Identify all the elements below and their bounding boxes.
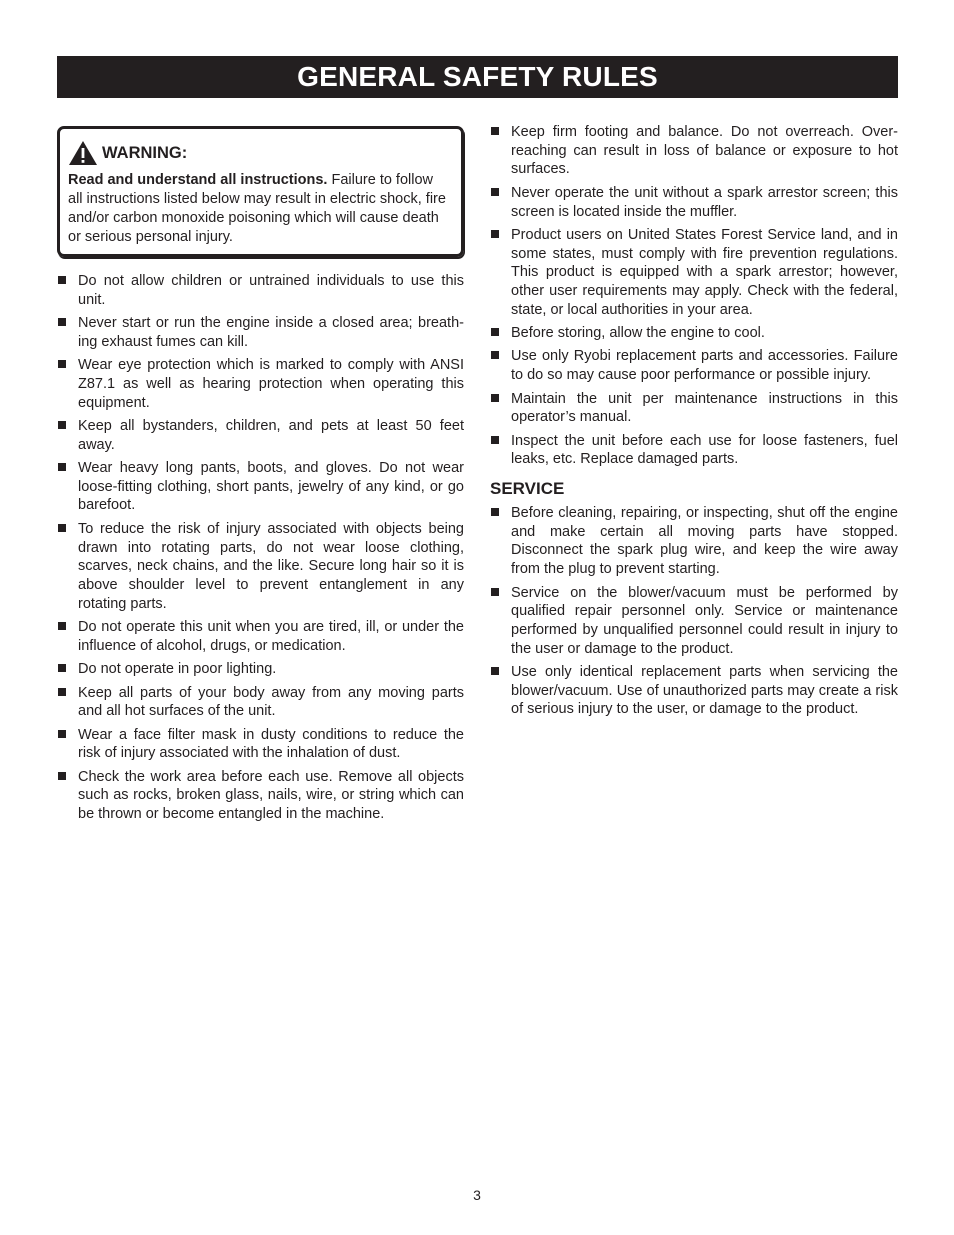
bullet-square-icon [58,421,66,429]
bullet-square-icon [58,664,66,672]
list-item: Never start or run the engine inside a closed area; breathing exhaust fumes can kill. [57,314,464,351]
warning-body: Failure to follow all instructions listed below may result in electric shock, fire and/or carbon monoxide poisoning which will cause death or serious personal injury. [68,172,446,245]
bullet-square-icon [491,508,499,516]
list-item: Never operate the unit without a spark arrestor screen; this screen is located inside the muffler. [490,184,898,221]
list-item: Inspect the unit before each use for loose fasteners, fuel leaks, etc. Replace damaged parts. [490,432,898,469]
list-item: Product users on United States Forest Service land, and in some states, must comply with fire prevention regulations. This product is equipped with a spark arrestor; however, other user requirements may apply. Check with the federal, state, or local authorities in your area. [490,226,898,320]
list-item: Keep all parts of your body away from any moving parts and all hot surfaces of the unit. [57,684,464,721]
service-heading: SERVICE [490,479,565,499]
list-item: Do not allow children or untrained individuals to use this unit. [57,272,464,309]
bullet-square-icon [491,230,499,238]
bullet-square-icon [58,772,66,780]
warning-heading [68,140,451,166]
list-item: Service on the blower/vacuum must be performed by qualified repair personnel only. Service or maintenance performed by unqualified personnel could result in injury to the user or damage to the product. [490,584,898,659]
service-rules-list [490,504,898,719]
warning-lead: Read and understand all instructions. [68,172,328,188]
page-number: 3 [473,1187,481,1203]
list-item: Use only Ryobi replacement parts and accessories. Failure to do so may cause poor performance or possible injury. [490,347,898,384]
bullet-square-icon [491,328,499,336]
bullet-square-icon [491,588,499,596]
warning-box [57,126,464,257]
list-item: Wear heavy long pants, boots, and gloves. Do not wear loose-fitting clothing, short pants, jewelry of any kind, or go barefoot. [57,459,464,515]
bullet-square-icon [491,436,499,444]
bullet-square-icon [58,276,66,284]
list-item: Wear eye protection which is marked to comply with ANSI Z87.1 as well as hearing protection when operating this equipment. [57,356,464,412]
bullet-square-icon [58,360,66,368]
bullet-square-icon [58,622,66,630]
right-rules-list [490,123,898,469]
warning-text [68,171,451,247]
right-column [490,123,898,724]
bullet-square-icon [58,318,66,326]
warning-heading-text: WARNING: [102,143,188,162]
list-item: Before cleaning, repairing, or inspecting, shut off the engine and make certain all moving parts have stopped. Disconnect the spark plug wire, and keep the wire away from the plug to prevent starting. [490,504,898,579]
list-item: Maintain the unit per maintenance instructions in this operator’s manual. [490,390,898,427]
bullet-square-icon [58,730,66,738]
bullet-square-icon [58,463,66,471]
list-item: Before storing, allow the engine to cool. [490,324,898,343]
bullet-square-icon [491,351,499,359]
list-item: Keep firm footing and balance. Do not overreach. Overreaching can result in loss of balance or exposure to hot surfaces. [490,123,898,179]
list-item: Do not operate this unit when you are tired, ill, or under the influence of alcohol, drugs, or medication. [57,618,464,655]
bullet-square-icon [491,667,499,675]
bullet-square-icon [58,688,66,696]
list-item: To reduce the risk of injury associated with objects being drawn into rotating parts, do not wear loose clothing, scarves, neck chains, and the like. Secure long hair so it is above shoulder level to prevent entanglement in any rotating parts. [57,520,464,614]
bullet-square-icon [491,127,499,135]
bullet-square-icon [491,394,499,402]
page-title: GENERAL SAFETY RULES [57,56,898,98]
list-item: Keep all bystanders, children, and pets at least 50 feet away. [57,417,464,454]
left-column [57,126,464,829]
bullet-square-icon [58,524,66,532]
list-item: Check the work area before each use. Remove all objects such as rocks, broken glass, nails, wire, or string which can be thrown or become entangled in the machine. [57,768,464,824]
left-rules-list [57,272,464,824]
list-item: Do not operate in poor lighting. [57,660,464,679]
warning-triangle-icon [68,140,98,166]
list-item: Wear a face filter mask in dusty conditions to reduce the risk of injury associated with the inhalation of dust. [57,726,464,763]
bullet-square-icon [491,188,499,196]
list-item: Use only identical replacement parts when servicing the blower/vacuum. Use of unauthorized parts may create a risk of serious injury to the user, or damage to the product. [490,663,898,719]
